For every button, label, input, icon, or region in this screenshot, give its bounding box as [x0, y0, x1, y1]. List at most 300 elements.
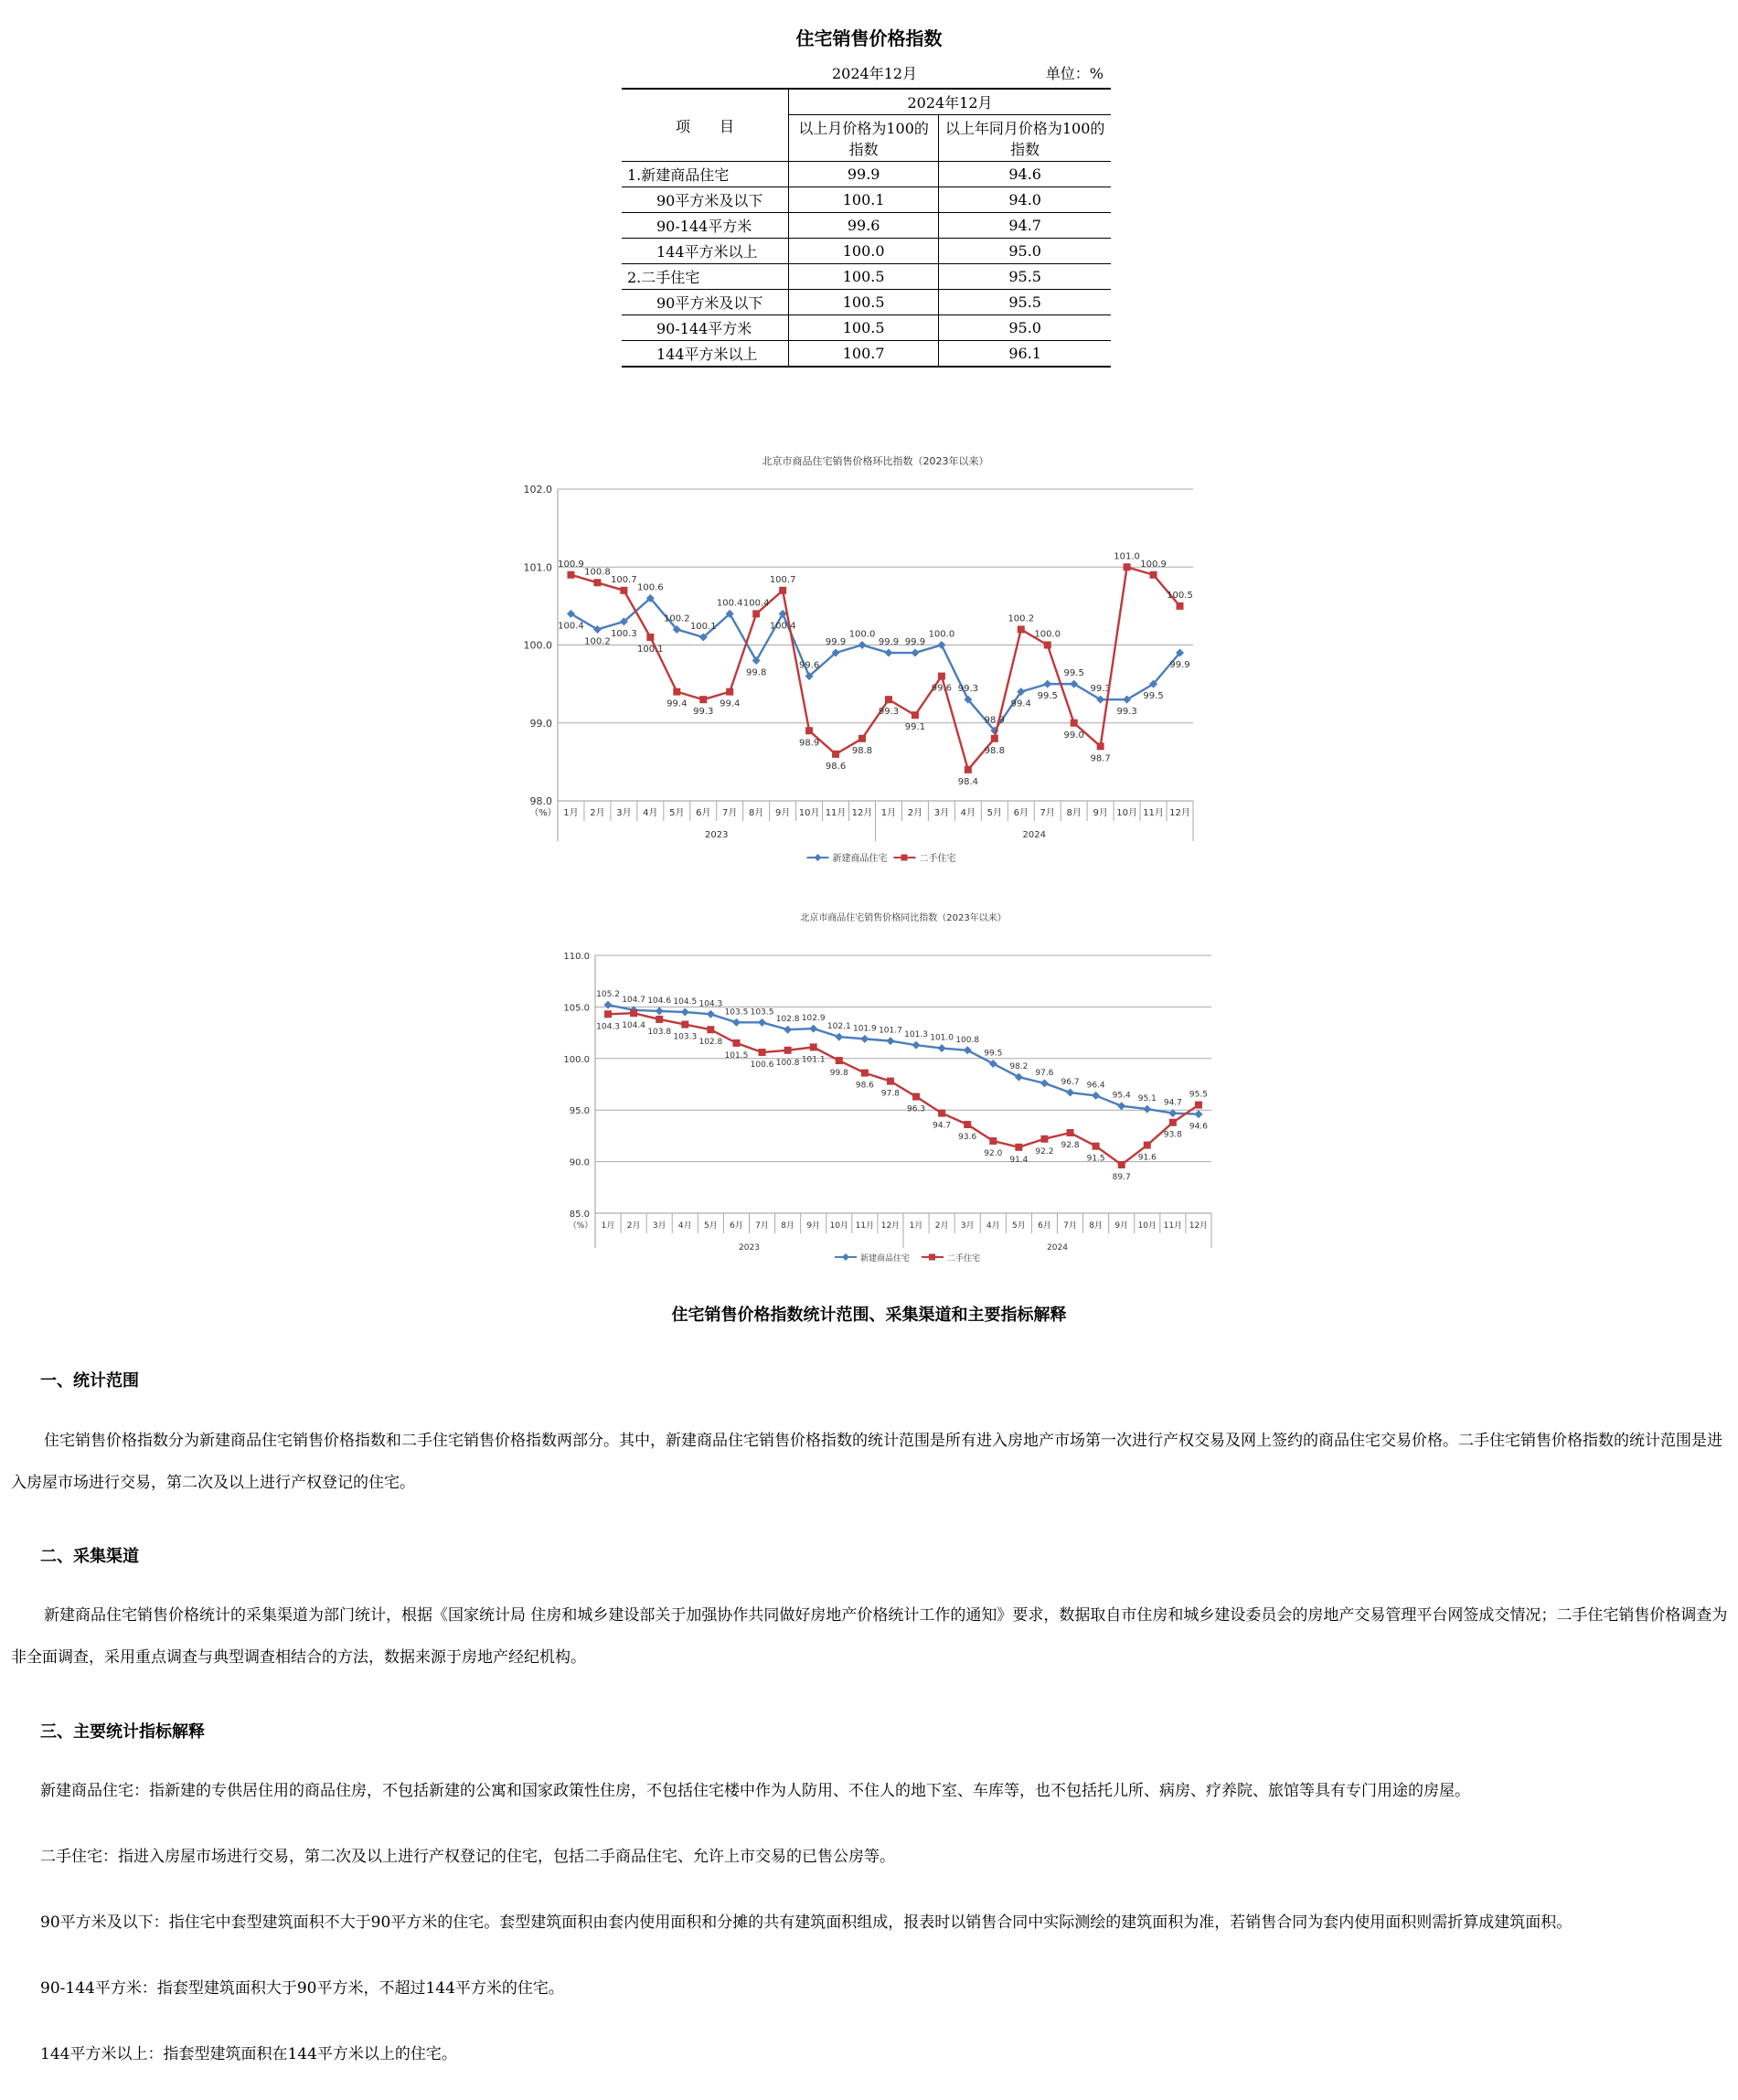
data-label: 100.6	[637, 582, 664, 593]
data-label: 104.4	[622, 1021, 646, 1031]
notes-title: 住宅销售价格指数统计范围、采集渠道和主要指标解释	[671, 1306, 1067, 1325]
x-tick-label: 9月	[1114, 1221, 1129, 1231]
data-label: 99.3	[957, 684, 978, 695]
x-tick-label: 11月	[825, 808, 847, 818]
data-label: 100.4	[716, 598, 743, 609]
data-label: 101.1	[801, 1055, 826, 1065]
data-point	[1143, 1105, 1151, 1114]
y-tick-label: 95.0	[569, 1106, 590, 1117]
row-mom-value: 99.6	[789, 213, 939, 239]
data-label: 96.4	[1086, 1081, 1105, 1091]
x-tick-label: 4月	[677, 1221, 692, 1231]
data-label: 99.3	[878, 707, 900, 718]
x-tick-label: 8月	[781, 1221, 794, 1231]
x-tick-label: 4月	[986, 1221, 1000, 1231]
data-label: 99.8	[829, 1069, 848, 1079]
table-row	[622, 290, 1111, 315]
data-point	[1040, 1079, 1049, 1087]
x-tick-label: 11月	[855, 1221, 875, 1231]
section-definitions-title: 三、主要统计指标解释	[40, 1722, 205, 1742]
data-label: 100.9	[558, 559, 584, 570]
data-label: 99.6	[798, 660, 820, 671]
x-tick-label: 12月	[851, 808, 873, 818]
x-tick-label: 12月	[1169, 808, 1190, 818]
data-point	[1015, 1144, 1022, 1151]
data-label: 96.3	[907, 1104, 926, 1114]
data-label: 102.8	[775, 1015, 800, 1025]
data-label: 100.2	[663, 613, 690, 624]
data-label: 98.4	[957, 776, 978, 787]
legend-marker	[842, 1253, 849, 1261]
data-point	[656, 1007, 664, 1015]
data-point	[681, 1021, 688, 1029]
data-point	[836, 1057, 843, 1064]
data-point	[861, 1070, 869, 1077]
def-second-hand: 二手住宅：指进入房屋市场进行交易，第二次及以上进行产权登记的住宅，包括二手商品住宅、允许上市交易的已售公房等。	[40, 1848, 895, 1866]
x-tick-label: 5月	[986, 808, 1002, 818]
table-meta	[622, 62, 1111, 88]
data-point	[938, 1044, 946, 1052]
data-point	[758, 1018, 766, 1027]
data-point	[646, 634, 654, 641]
data-label: 100.2	[584, 636, 611, 647]
data-label: 99.5	[1037, 691, 1058, 702]
legend-marker	[901, 855, 908, 861]
data-point	[805, 727, 813, 734]
x-tick-label: 1月	[909, 1221, 923, 1231]
data-point	[1117, 1102, 1125, 1110]
data-point	[784, 1047, 792, 1054]
def-90-below: 90平方米及以下：指住宅中套型建筑面积不大于90平方米的住宅。套型建筑面积由套内使用面积和分摊的共有建筑面积组成，报表时以销售合同中实际测绘的建筑面积为准，若销售合同为套内使用面积则需折算成建筑面积。	[40, 1913, 1573, 1932]
data-label: 99.5	[984, 1049, 1003, 1059]
x-tick-label: 9月	[1093, 808, 1108, 818]
y-tick-label: 85.0	[569, 1210, 590, 1220]
data-point	[699, 696, 707, 703]
data-label: 100.7	[611, 574, 637, 585]
data-label: 99.5	[1143, 691, 1164, 702]
data-point	[732, 1018, 741, 1027]
data-point	[620, 587, 627, 594]
x-tick-label: 6月	[1038, 1221, 1051, 1231]
y-tick-label: 105.0	[563, 1003, 590, 1014]
x-tick-label: 11月	[1143, 808, 1164, 818]
data-label: 95.5	[1189, 1090, 1208, 1100]
data-point	[885, 696, 892, 703]
x-tick-label: 11月	[1163, 1221, 1183, 1231]
table-unit: 单位：%	[1045, 65, 1104, 82]
row-label: 1.新建商品住宅	[622, 162, 789, 187]
series-line-1	[570, 567, 1179, 770]
data-point	[604, 1010, 612, 1018]
x-tick-label: 10月	[1137, 1221, 1157, 1231]
data-label: 94.7	[933, 1121, 952, 1131]
data-point	[1177, 602, 1184, 610]
mom-header: 以上月价格为100的指数	[789, 115, 939, 162]
data-point	[912, 1041, 921, 1050]
data-label: 95.4	[1112, 1091, 1131, 1101]
row-yoy-value: 94.0	[939, 187, 1111, 213]
data-point	[732, 1039, 740, 1047]
data-label: 99.8	[746, 667, 767, 678]
x-tick-label: 8月	[749, 808, 764, 818]
data-label: 91.6	[1137, 1153, 1157, 1163]
data-label: 100.6	[750, 1061, 774, 1071]
x-group-label: 2023	[705, 830, 729, 840]
data-label: 92.8	[1061, 1141, 1080, 1151]
x-tick-label: 2月	[934, 1221, 949, 1231]
data-label: 99.4	[666, 698, 688, 709]
y-axis-unit: （%）	[529, 808, 557, 818]
x-tick-label: 3月	[616, 808, 632, 818]
data-label: 103.5	[750, 1007, 774, 1018]
data-label: 102.8	[698, 1038, 723, 1048]
table-row	[622, 162, 1111, 187]
x-tick-label: 10月	[798, 808, 820, 818]
data-point	[784, 1026, 792, 1034]
x-tick-label: 6月	[730, 1221, 743, 1231]
x-tick-label: 10月	[829, 1221, 849, 1231]
row-label: 144平方米以上	[622, 341, 789, 368]
y-tick-label: 90.0	[569, 1157, 590, 1168]
row-label: 90平方米及以下	[622, 187, 789, 213]
data-label: 97.6	[1035, 1068, 1054, 1078]
x-tick-label: 6月	[1013, 808, 1029, 818]
table-row	[622, 213, 1111, 239]
legend-marker	[929, 1254, 935, 1261]
data-point	[912, 711, 919, 719]
x-tick-label: 1月	[563, 808, 579, 818]
x-tick-label: 1月	[601, 1221, 615, 1231]
price-index-table	[622, 88, 1111, 368]
data-label: 100.4	[769, 621, 796, 632]
data-label: 102.9	[801, 1014, 826, 1024]
x-tick-label: 3月	[933, 808, 950, 818]
data-label: 105.2	[596, 990, 620, 1000]
x-tick-label: 1月	[880, 808, 897, 818]
x-tick-label: 2月	[907, 808, 923, 818]
data-label: 93.6	[958, 1132, 977, 1142]
data-label: 95.1	[1137, 1094, 1157, 1104]
x-tick-label: 8月	[1066, 808, 1082, 818]
x-tick-label: 7月	[722, 808, 738, 818]
x-tick-label: 2月	[590, 808, 605, 818]
data-point	[726, 688, 733, 696]
data-point	[1169, 1119, 1177, 1126]
y-tick-label: 110.0	[563, 952, 590, 962]
legend-label: 新建商品住宅	[832, 854, 888, 864]
section-channel-title: 二、采集渠道	[40, 1547, 139, 1566]
x-tick-label: 9月	[806, 1221, 821, 1231]
table-row	[622, 341, 1111, 368]
data-point	[911, 649, 919, 657]
period-header: 2024年12月	[789, 89, 1112, 115]
x-tick-label: 3月	[960, 1221, 975, 1231]
data-label: 100.8	[775, 1058, 800, 1068]
data-point	[1195, 1102, 1202, 1109]
y-tick-label: 101.0	[523, 561, 552, 574]
x-tick-label: 3月	[652, 1221, 666, 1231]
data-label: 99.5	[1063, 668, 1084, 679]
data-label: 99.3	[1090, 684, 1111, 695]
data-label: 104.5	[673, 997, 698, 1007]
data-point	[1044, 642, 1051, 649]
data-point	[1018, 625, 1025, 633]
data-label: 99.4	[1010, 698, 1031, 709]
data-point	[991, 735, 998, 742]
data-label: 103.5	[724, 1007, 749, 1018]
data-label: 98.7	[1090, 753, 1111, 764]
data-label: 100.9	[1140, 559, 1167, 570]
legend-label: 新建商品住宅	[860, 1254, 911, 1263]
row-yoy-value: 94.7	[939, 213, 1111, 239]
data-point	[1015, 1073, 1023, 1082]
data-point	[752, 610, 760, 617]
x-tick-label: 2月	[626, 1221, 641, 1231]
row-mom-value: 100.0	[789, 239, 939, 264]
y-axis-unit: （%）	[568, 1221, 593, 1231]
data-point	[964, 1121, 971, 1128]
series-line-0	[570, 598, 1179, 733]
row-yoy-value: 95.0	[939, 239, 1111, 264]
data-point	[593, 579, 601, 586]
data-label: 98.9	[798, 738, 820, 749]
x-tick-label: 7月	[1040, 808, 1055, 818]
data-point	[938, 673, 945, 680]
page-title: 住宅销售价格指数	[795, 27, 943, 49]
data-label: 101.5	[724, 1050, 749, 1061]
data-label: 103.8	[647, 1027, 672, 1037]
data-label: 98.8	[851, 745, 873, 756]
x-group-label: 2024	[1047, 1243, 1068, 1253]
data-label: 98.6	[825, 761, 847, 772]
row-yoy-value: 96.1	[939, 341, 1111, 368]
data-point	[832, 751, 839, 758]
yoy-header: 以上年同月价格为100的指数	[939, 115, 1111, 162]
data-point	[1066, 1089, 1074, 1097]
data-point	[938, 1110, 945, 1117]
data-label: 94.6	[1189, 1122, 1208, 1132]
x-tick-label: 5月	[1012, 1221, 1026, 1231]
x-tick-label: 5月	[669, 808, 685, 818]
data-point	[1194, 1110, 1202, 1118]
data-point	[1118, 1161, 1125, 1168]
data-point	[1144, 1142, 1151, 1149]
def-144-above: 144平方米以上：指套型建筑面积在144平方米以上的住宅。	[40, 2045, 457, 2063]
y-tick-label: 102.0	[523, 484, 552, 496]
section-scope-title: 一、统计范围	[40, 1371, 139, 1391]
data-label: 98.2	[1009, 1062, 1029, 1072]
data-point	[886, 1037, 894, 1045]
row-mom-value: 100.5	[789, 290, 939, 315]
data-point	[1097, 742, 1104, 750]
series-line-0	[608, 1005, 1199, 1114]
data-label: 98.8	[984, 745, 1005, 756]
data-point	[673, 688, 680, 696]
data-point	[1071, 720, 1078, 727]
data-label: 94.7	[1163, 1098, 1182, 1108]
x-tick-label: 10月	[1116, 808, 1137, 818]
legend-marker	[815, 854, 822, 861]
data-point	[1043, 680, 1051, 688]
data-point	[567, 571, 574, 579]
data-point	[937, 641, 945, 649]
data-label: 100.1	[689, 621, 717, 632]
table-row	[622, 187, 1111, 213]
data-label: 99.6	[931, 683, 953, 694]
row-label: 90-144平方米	[622, 315, 789, 341]
data-point	[759, 1049, 766, 1056]
data-label: 101.3	[904, 1030, 928, 1040]
data-label: 104.3	[596, 1022, 620, 1032]
data-label: 92.2	[1035, 1146, 1054, 1157]
section-channel-text: 新建商品住宅销售价格统计的采集渠道为部门统计，根据《国家统计局 住房和城乡建设部关于加强协作共同做好房地产价格统计工作的通知》要求，数据取自市住房和城乡建设委员会的房地产交易管理平台网签成交情况；二手住宅销售价格调查为非全面调查，采用重点调查与典型调查相结合的方法，数据来源于房地产经纪机构。	[11, 1606, 1728, 1667]
x-tick-label: 8月	[1089, 1221, 1103, 1231]
data-point	[1093, 1143, 1100, 1150]
data-label: 100.5	[1167, 590, 1193, 601]
chart-title: 北京市商品住宅销售价格同比指数（2023年以来）	[800, 913, 1007, 923]
y-tick-label: 100.0	[563, 1054, 590, 1065]
data-label: 97.8	[880, 1089, 900, 1099]
x-group-label: 2024	[1022, 830, 1046, 840]
data-point	[965, 766, 972, 773]
data-label: 99.9	[825, 637, 847, 648]
y-tick-label: 98.0	[529, 795, 552, 807]
x-tick-label: 9月	[774, 808, 791, 818]
data-label: 100.0	[848, 629, 876, 640]
data-point	[1092, 1092, 1100, 1100]
row-yoy-value: 95.5	[939, 290, 1111, 315]
row-label: 90-144平方米	[622, 213, 789, 239]
x-tick-label: 7月	[755, 1221, 769, 1231]
data-label: 98.6	[855, 1081, 874, 1091]
y-tick-label: 100.0	[523, 639, 552, 652]
data-label: 99.3	[693, 707, 714, 718]
data-label: 102.1	[826, 1022, 851, 1032]
mom-index-chart	[0, 439, 1738, 878]
def-new-housing: 新建商品住宅：指新建的专供居住用的商品住房，不包括新建的公寓和国家政策性住房，不包括住宅楼中作为人防用、不住人的地下室、车库等，也不包括托儿所、病房、疗养院、旅馆等具有专门用途的房屋。	[40, 1782, 1470, 1800]
data-label: 96.7	[1061, 1078, 1080, 1088]
data-label: 101.7	[879, 1026, 902, 1036]
table-date: 2024年12月	[832, 65, 918, 82]
data-label: 92.0	[984, 1149, 1003, 1159]
row-yoy-value: 94.6	[939, 162, 1111, 187]
data-label: 103.3	[673, 1032, 698, 1042]
data-label: 104.6	[647, 996, 672, 1006]
data-label: 99.1	[904, 722, 926, 733]
data-label: 100.0	[928, 629, 955, 640]
legend-label: 二手住宅	[947, 1254, 981, 1263]
data-point	[779, 587, 786, 594]
data-label: 100.7	[769, 574, 796, 585]
row-mom-value: 99.9	[789, 162, 939, 187]
data-point	[884, 649, 892, 657]
row-label: 2.二手住宅	[622, 264, 789, 290]
data-label: 89.7	[1112, 1172, 1131, 1182]
def-90-144: 90-144平方米：指套型建筑面积大于90平方米，不超过144平方米的住宅。	[40, 1979, 564, 1998]
data-label: 104.7	[622, 995, 646, 1005]
item-header: 项 目	[622, 89, 789, 162]
data-point	[858, 641, 867, 649]
data-point	[707, 1026, 714, 1033]
data-point	[912, 1093, 920, 1101]
data-label: 100.2	[1008, 613, 1035, 624]
data-point	[964, 1046, 972, 1054]
chart-title: 北京市商品住宅销售价格环比指数（2023年以来）	[762, 455, 989, 467]
x-tick-label: 6月	[696, 808, 711, 818]
row-mom-value: 100.5	[789, 264, 939, 290]
data-label: 100.4	[558, 621, 584, 632]
data-point	[1067, 1129, 1074, 1136]
legend-label: 二手住宅	[919, 854, 956, 864]
x-tick-label: 12月	[880, 1221, 901, 1231]
row-label: 90平方米及以下	[622, 290, 789, 315]
legend	[807, 852, 956, 864]
x-tick-label: 4月	[960, 808, 976, 818]
table-row	[622, 264, 1111, 290]
data-label: 104.3	[698, 999, 723, 1009]
row-mom-value: 100.5	[789, 315, 939, 341]
x-group-label: 2023	[739, 1243, 760, 1253]
data-point	[707, 1010, 715, 1018]
row-mom-value: 100.7	[789, 341, 939, 368]
data-label: 91.5	[1086, 1154, 1105, 1164]
y-tick-label: 99.0	[529, 717, 552, 730]
data-label: 101.0	[1114, 551, 1140, 562]
data-label: 99.9	[1169, 660, 1190, 671]
data-label: 99.9	[878, 637, 900, 648]
data-point	[887, 1078, 894, 1085]
x-tick-label: 12月	[1189, 1221, 1209, 1231]
data-label: 93.8	[1163, 1130, 1182, 1140]
yoy-index-chart	[0, 901, 1738, 1271]
data-point	[630, 1009, 637, 1017]
data-label: 99.4	[720, 698, 741, 709]
section-scope-text: 住宅销售价格指数分为新建商品住宅销售价格指数和二手住宅销售价格指数两部分。其中，新建商品住宅销售价格指数的统计范围是所有进入房地产市场第一次进行产权交易及网上签约的商品住宅交易价格。二手住宅销售价格指数的统计范围是进入房屋市场进行交易，第二次及以上进行产权登记的住宅。	[11, 1432, 1722, 1492]
data-point	[604, 1001, 613, 1009]
data-point	[810, 1043, 817, 1050]
data-label: 100.4	[742, 598, 770, 609]
x-tick-label: 5月	[704, 1221, 718, 1231]
data-label: 100.0	[1034, 629, 1061, 640]
row-mom-value: 100.1	[789, 187, 939, 213]
data-point	[1040, 1135, 1048, 1143]
table-row	[622, 315, 1111, 341]
row-yoy-value: 95.5	[939, 264, 1111, 290]
data-point	[681, 1008, 689, 1017]
data-point	[1124, 563, 1131, 570]
row-label: 144平方米以上	[622, 239, 789, 264]
data-label: 100.3	[611, 628, 637, 639]
data-label: 100.8	[584, 567, 611, 578]
x-tick-label: 4月	[643, 808, 658, 818]
data-label: 101.0	[930, 1033, 954, 1043]
table-row	[622, 239, 1111, 264]
data-point	[989, 1060, 997, 1068]
legend	[835, 1253, 980, 1263]
data-point	[858, 735, 866, 742]
data-label: 100.1	[637, 644, 664, 655]
data-point	[835, 1033, 843, 1041]
row-yoy-value: 95.0	[939, 315, 1111, 341]
data-label: 91.4	[1009, 1155, 1029, 1165]
data-label: 100.8	[955, 1035, 980, 1045]
data-label: 99.3	[1116, 707, 1137, 718]
data-point	[1150, 571, 1157, 579]
data-label: 101.9	[852, 1024, 877, 1034]
data-label: 99.0	[1063, 730, 1084, 741]
data-point	[656, 1016, 663, 1023]
data-point	[989, 1137, 997, 1145]
